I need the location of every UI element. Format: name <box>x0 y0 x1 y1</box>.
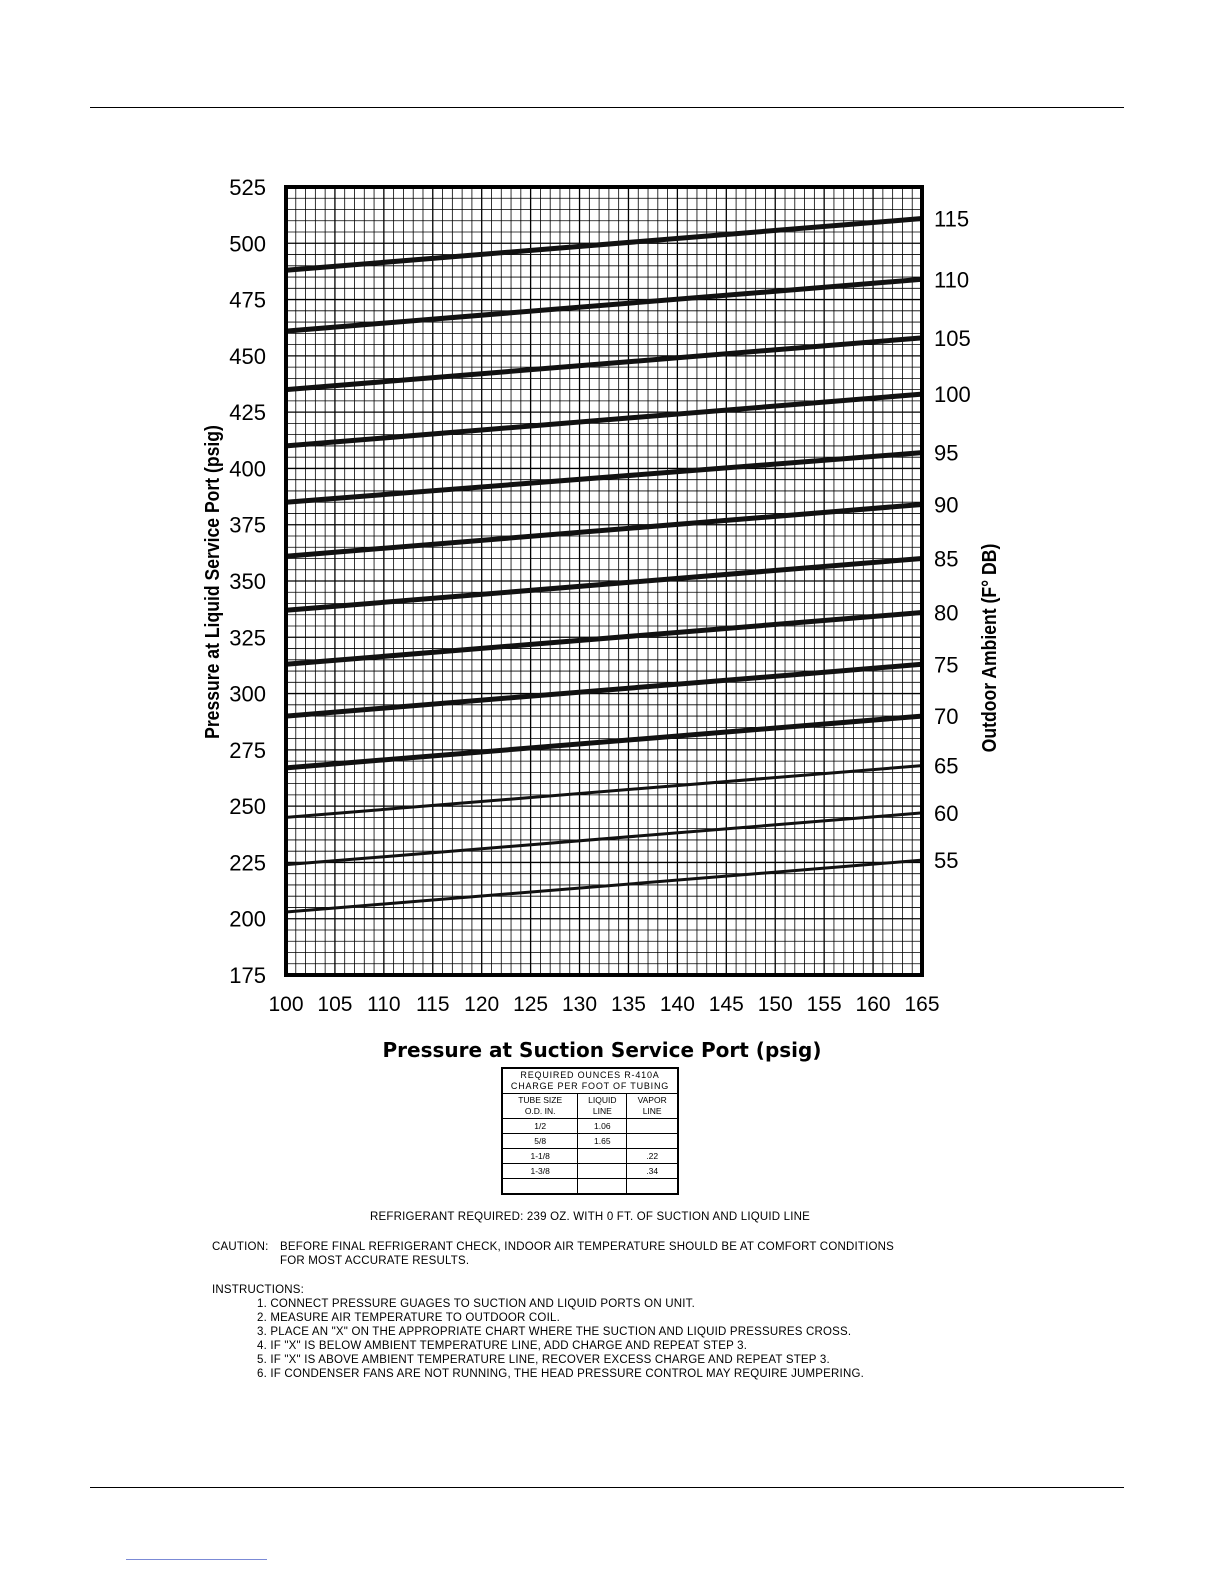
table-row: 1/2 1.06 <box>502 1119 678 1134</box>
x-tick-115: 115 <box>416 993 450 1016</box>
x-tick-100: 100 <box>268 993 304 1016</box>
ambient-label-95: 95 <box>934 440 959 466</box>
ambient-label-70: 70 <box>934 704 959 730</box>
x-tick-labels <box>268 993 939 1016</box>
ambient-line-105 <box>286 338 922 390</box>
y-tick-375: 375 <box>229 512 266 538</box>
ambient-line-110 <box>286 279 922 331</box>
instruction-step: 5. IF "X" IS ABOVE AMBIENT TEMPERATURE LINE, RECOVER EXCESS CHARGE AND REPEAT STEP 3. <box>257 1354 830 1366</box>
y-tick-350: 350 <box>229 569 266 594</box>
ambient-labels <box>934 207 971 874</box>
ambient-line-55 <box>286 860 922 912</box>
x-tick-160: 160 <box>855 993 891 1016</box>
ambient-label-100: 100 <box>934 382 971 408</box>
ambient-line-100 <box>286 394 922 446</box>
y-tick-225: 225 <box>229 850 266 876</box>
ambient-line-65 <box>286 766 922 818</box>
ambient-label-60: 60 <box>934 800 959 826</box>
y2-axis-title: Outdoor Ambient (F° DB) <box>977 543 1001 753</box>
table-caption: REQUIRED OUNCES R-410A CHARGE PER FOOT OF TUBING <box>502 1068 678 1094</box>
ambient-label-105: 105 <box>934 325 971 351</box>
x-tick-125: 125 <box>513 993 549 1016</box>
y-tick-500: 500 <box>229 231 266 257</box>
caution-label: CAUTION: <box>212 1241 269 1253</box>
ambient-lines <box>286 219 922 912</box>
caution-text: BEFORE FINAL REFRIGERANT CHECK, INDOOR AIR TEMPERATURE SHOULD BE AT COMFORT CONDITIONS <box>280 1241 895 1253</box>
y-tick-175: 175 <box>229 963 266 988</box>
ambient-line-75 <box>286 664 922 716</box>
footer-rule <box>90 1487 1124 1488</box>
instruction-step: 2. MEASURE AIR TEMPERATURE TO OUTDOOR COIL. <box>257 1312 560 1324</box>
ambient-line-85 <box>286 558 922 610</box>
y-tick-400: 400 <box>229 456 266 482</box>
x-tick-165: 165 <box>904 993 940 1016</box>
x-tick-105: 105 <box>317 993 353 1016</box>
y-tick-425: 425 <box>229 400 266 426</box>
x-tick-135: 135 <box>610 993 646 1016</box>
table-row: 1-3/8 .34 <box>502 1164 678 1179</box>
table-row: 5/8 1.65 <box>502 1134 678 1149</box>
ambient-label-115: 115 <box>934 206 970 232</box>
x-tick-145: 145 <box>708 993 744 1016</box>
footer-link-underline <box>126 1559 267 1560</box>
y-axis-title: Pressure at Liquid Service Port (psig) <box>200 425 224 739</box>
table-row: 1-1/8 .22 <box>502 1149 678 1164</box>
y-tick-200: 200 <box>229 906 266 932</box>
ambient-line-70 <box>286 716 922 768</box>
x-tick-155: 155 <box>806 993 842 1016</box>
ambient-label-90: 90 <box>934 492 959 518</box>
ambient-label-55: 55 <box>934 848 959 874</box>
x-tick-110: 110 <box>367 993 401 1016</box>
y-tick-325: 325 <box>229 625 266 651</box>
y-tick-275: 275 <box>229 737 266 763</box>
refrigerant-charge-table <box>501 1067 679 1195</box>
caution-text-continued: FOR MOST ACCURATE RESULTS. <box>280 1255 470 1267</box>
y-tick-450: 450 <box>229 343 266 369</box>
x-tick-120: 120 <box>464 993 500 1016</box>
instructions-title: INSTRUCTIONS: <box>212 1284 305 1296</box>
x-axis-title: Pressure at Suction Service Port (psig) <box>382 1038 822 1062</box>
col-liquid-line: LIQUID LINE <box>578 1094 627 1119</box>
ambient-label-75: 75 <box>934 652 959 678</box>
refrigerant-required-note: REFRIGERANT REQUIRED: 239 OZ. WITH 0 FT. OF SUCTION AND LIQUID LINE <box>370 1211 811 1223</box>
x-tick-150: 150 <box>757 993 793 1016</box>
y-tick-250: 250 <box>229 794 266 820</box>
col-vapor-line: VAPOR LINE <box>627 1094 678 1119</box>
ambient-label-110: 110 <box>934 267 970 293</box>
col-tube-size: TUBE SIZE O.D. IN. <box>502 1094 578 1119</box>
x-tick-140: 140 <box>659 993 695 1016</box>
y-tick-labels <box>229 175 266 988</box>
y-tick-300: 300 <box>229 681 266 707</box>
ambient-line-115 <box>286 219 922 271</box>
ambient-line-95 <box>286 453 922 503</box>
y-tick-525: 525 <box>229 175 266 200</box>
x-tick-130: 130 <box>562 993 598 1016</box>
instruction-step: 6. IF CONDENSER FANS ARE NOT RUNNING, THE HEAD PRESSURE CONTROL MAY REQUIRE JUMPERING. <box>257 1368 864 1380</box>
ambient-line-60 <box>286 813 922 865</box>
instruction-step: 1. CONNECT PRESSURE GUAGES TO SUCTION AND LIQUID PORTS ON UNIT. <box>257 1298 695 1310</box>
table-row <box>502 1179 678 1195</box>
ambient-line-80 <box>286 613 922 665</box>
y-tick-475: 475 <box>229 287 266 313</box>
ambient-label-85: 85 <box>934 546 959 572</box>
instruction-step: 4. IF "X" IS BELOW AMBIENT TEMPERATURE LINE, ADD CHARGE AND REPEAT STEP 3. <box>257 1340 748 1352</box>
instruction-step: 3. PLACE AN "X" ON THE APPROPRIATE CHART WHERE THE SUCTION AND LIQUID PRESSURES CROSS. <box>257 1326 852 1338</box>
ambient-line-90 <box>286 504 922 556</box>
ambient-label-80: 80 <box>934 600 959 626</box>
ambient-label-65: 65 <box>934 753 959 779</box>
